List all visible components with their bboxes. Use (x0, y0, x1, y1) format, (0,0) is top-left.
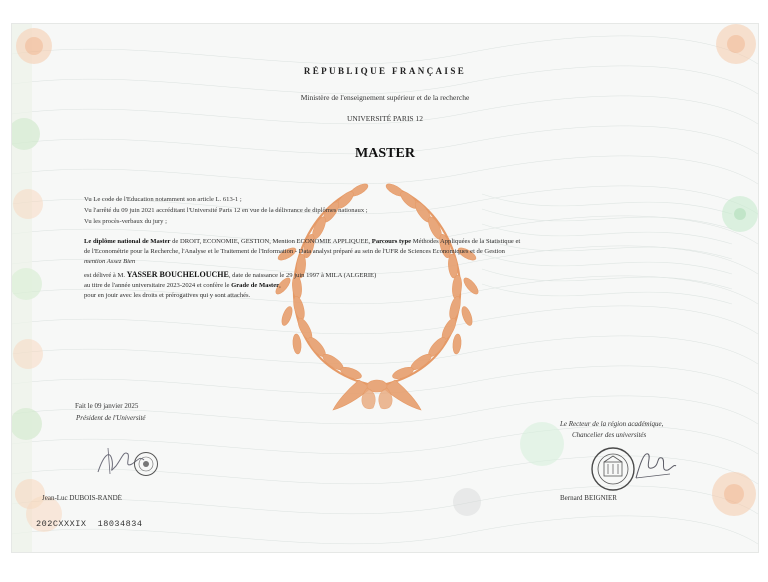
rector-name: Bernard BEIGNIER (560, 494, 617, 502)
serial-number (36, 519, 142, 529)
visa-line: Vu les procès-verbaux du jury ; (84, 218, 167, 225)
degree-title: MASTER (355, 146, 415, 161)
diploma-line-1 (84, 238, 520, 245)
grade-label: Grade de Master (231, 282, 280, 289)
diploma-line-2: de l'Econométrie pour la Recherche, l'Analyse et le Traitement de l'Information - Data analyst préparé au sein de l'UFR de Sciences Economiques et de Gestion (84, 248, 505, 255)
birth-info: , date de naissance le 29 juin 1997 à MILA (ALGERIE) (228, 272, 377, 279)
rector-role: Le Recteur de la région académique, (560, 420, 664, 428)
president-role: Président de l'Université (76, 414, 146, 422)
visa-line: Vu Le code de l'Education notamment son article L. 613-1 ; (84, 196, 242, 203)
diploma-field: de DROIT, ECONOMIE, GESTION, Mention ECONOMIE APPLIQUEE, (170, 238, 372, 245)
diploma-lead: Le diplôme national de Master (84, 238, 171, 245)
place-date: Fait le 09 janvier 2025 (75, 402, 139, 410)
republic-heading: RÉPUBLIQUE FRANÇAISE (303, 66, 467, 76)
parcours-name: Méthodes Appliquées de la Statistique et (411, 238, 521, 245)
year-line (84, 282, 281, 289)
university-seal-icon (133, 451, 159, 477)
rector-signature (630, 444, 678, 484)
parcours-label: Parcours type (371, 238, 412, 245)
rights-line: pour en jouir avec les droits et prérogatives qui y sont attachés. (84, 292, 251, 299)
ministry-line: Ministère de l'enseignement supérieur et de la recherche (300, 93, 470, 102)
serial-digits: 18034834 (97, 519, 143, 529)
mention-line: mention Assez Bien (84, 258, 136, 265)
holder-name: YASSER BOUCHELOUCHE (126, 270, 229, 279)
holder-line (84, 270, 376, 279)
university-name: UNIVERSITÉ PARIS 12 (347, 114, 423, 123)
issued-prefix: est délivré à M. (84, 272, 127, 279)
visa-line: Vu l'arrêté du 09 juin 2021 accréditant l'Université Paris 12 en vue de la délivrance de diplômes nationaux ; (84, 207, 368, 214)
year-suffix: , (279, 282, 281, 289)
chancellor-role: Chancelier des universités (572, 431, 647, 439)
serial-code: CXXXIX (52, 519, 87, 529)
year-prefix: au titre de l'année universitaire 2023-2024 et confère le (84, 282, 232, 289)
president-name: Jean-Luc DUBOIS-RANDÉ (42, 494, 122, 502)
diploma-document (12, 24, 758, 552)
serial-prefix: 202 (36, 519, 53, 529)
